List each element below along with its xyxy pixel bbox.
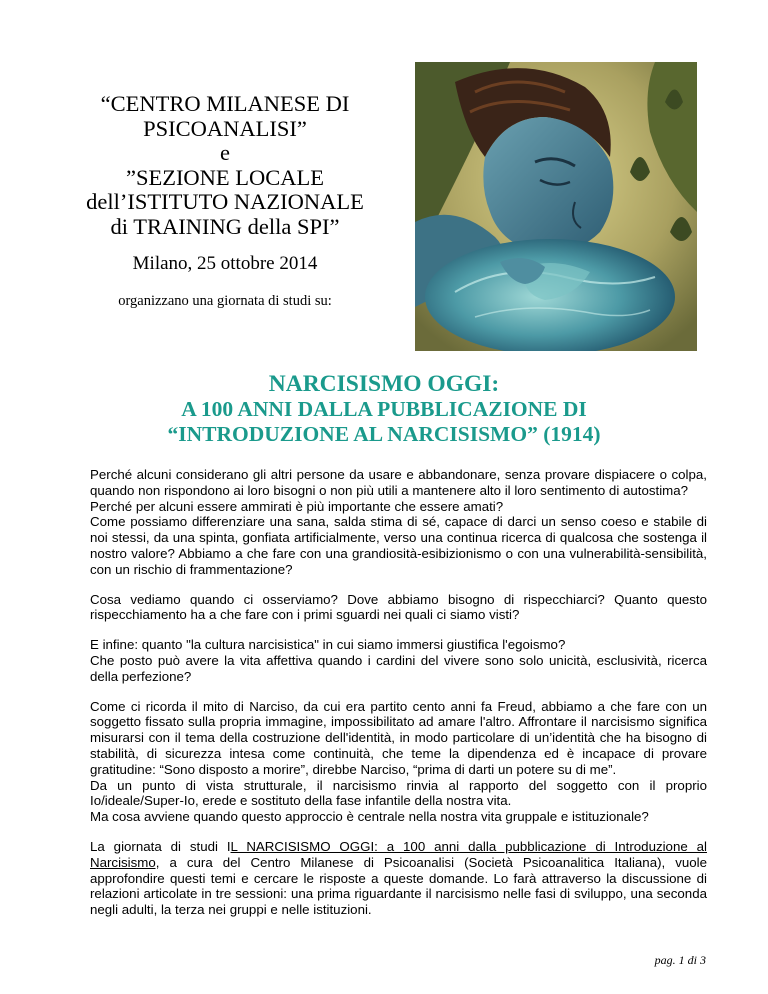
event-description (90, 839, 707, 918)
paragraph (90, 592, 707, 624)
desc-after: a cura del Centro Milanese di Psicoanalisi (Società Psicoanalitica Italiana), vuole approfondire questi temi e cercare le risposte a queste domande. Lo farà attraverso la discussione di relazioni articolate in tre sessioni: una prima riguardante il narcisismo nelle fasi di sviluppo, una seconda negli adulti, la terza nei gruppi e nelle istituzioni. (90, 854, 707, 918)
organizer-line: di TRAINING della SPI” (110, 213, 340, 239)
organizer-line: dell’ISTITUTO NAZIONALE (86, 189, 364, 214)
paragraph (90, 637, 707, 684)
sentence: Perché per alcuni essere ammirati è più importante che essere amati? (90, 498, 504, 514)
sentence: Da un punto di vista strutturale, il narcisismo rinvia al rapporto del soggetto con il proprio Io/ideale/Super-Io, erede e sostituto della fase infantile della nostra vita. (90, 777, 707, 809)
title-line: A 100 ANNI DALLA PUBBLICAZIONE DI (181, 397, 587, 421)
sentence: E infine: quanto "la cultura narcisistica" in cui siamo immersi giustifica l'egoismo? (90, 637, 566, 653)
organize-line: organizzano una giornata di studi su: (118, 293, 332, 309)
paragraph (90, 839, 707, 918)
organizer-line: PSICOANALISI” (143, 115, 307, 141)
desc-before: La giornata di studi I (90, 838, 231, 854)
sentence: Perché alcuni considerano gli altri persone da usare e abbandonare, senza provare dispiacere o colpa, quando non rispondono ai loro bisogni o non più utili a mantenere alto il loro sentimento di autostima? (90, 467, 707, 498)
paragraph (90, 467, 707, 578)
title-line: NARCISISMO OGGI: (268, 371, 500, 397)
event-title-link: L NARCISISMO OGGI: a 100 anni dalla pubblicazione di Introduzione al Narcisismo, (90, 838, 707, 870)
sentence: Come possiamo differenziare una sana, salda stima di sé, capace di darci un senso coeso e stabile di noi stessi, da una spinta, gonfiata artificialmente, verso una continua ricerca di qualcosa che sostenga il nostro valore? Abbiamo a che fare con una grandiosità-esibizionismo o con una vulnerabilità-sensibilità, con un rischio di frammentazione? (90, 514, 707, 577)
sentence: Ma cosa avviene quando questo approccio è centrale nella nostra vita gruppale e istituzionale? (90, 809, 649, 825)
main-title (60, 372, 708, 447)
sentence: Cosa vediamo quando ci osserviamo? Dove abbiamo bisogno di rispecchiarci? Quanto questo rispecchiamento ha a che fare con i primi sguardi nei quali ci siamo visti? (90, 591, 707, 623)
organizer-line: e (220, 140, 230, 165)
event-date: Milano, 25 ottobre 2014 (132, 253, 318, 274)
page-number: pag. 1 di 3 (654, 953, 706, 967)
title-line: “INTRODUZIONE AL NARCISISMO” (1914) (167, 422, 601, 446)
sentence: Come ci ricorda il mito di Narciso, da cui era partito cento anni fa Freud, abbiamo a che fare con un soggetto fissato sulla propria immagine, impossibilitato ad amare l'altro. Affrontare il narcisismo significa misurarsi con il tema della costruzione dell'identità, in modo particolare di un’identità che ha bisogno di stabilità, di sicurezza intesa come continuità, che teme la dipendenza ed è incapace di provare gratitudine: “Sono disposto a morire”, direbbe Narciso, “prima di darti un potere su di me”. (90, 698, 707, 777)
narcissus-artwork (415, 62, 697, 351)
paragraph (90, 699, 707, 825)
organizer-header (60, 92, 390, 310)
sentence: Che posto può avere la vita affettiva quando i cardini del vivere sono solo unicità, esclusività, ricerca della perfezione? (90, 652, 707, 684)
body-text (90, 467, 707, 932)
organizer-line: ”SEZIONE LOCALE (125, 164, 325, 190)
organizer-line: “CENTRO MILANESE DI (100, 91, 350, 116)
